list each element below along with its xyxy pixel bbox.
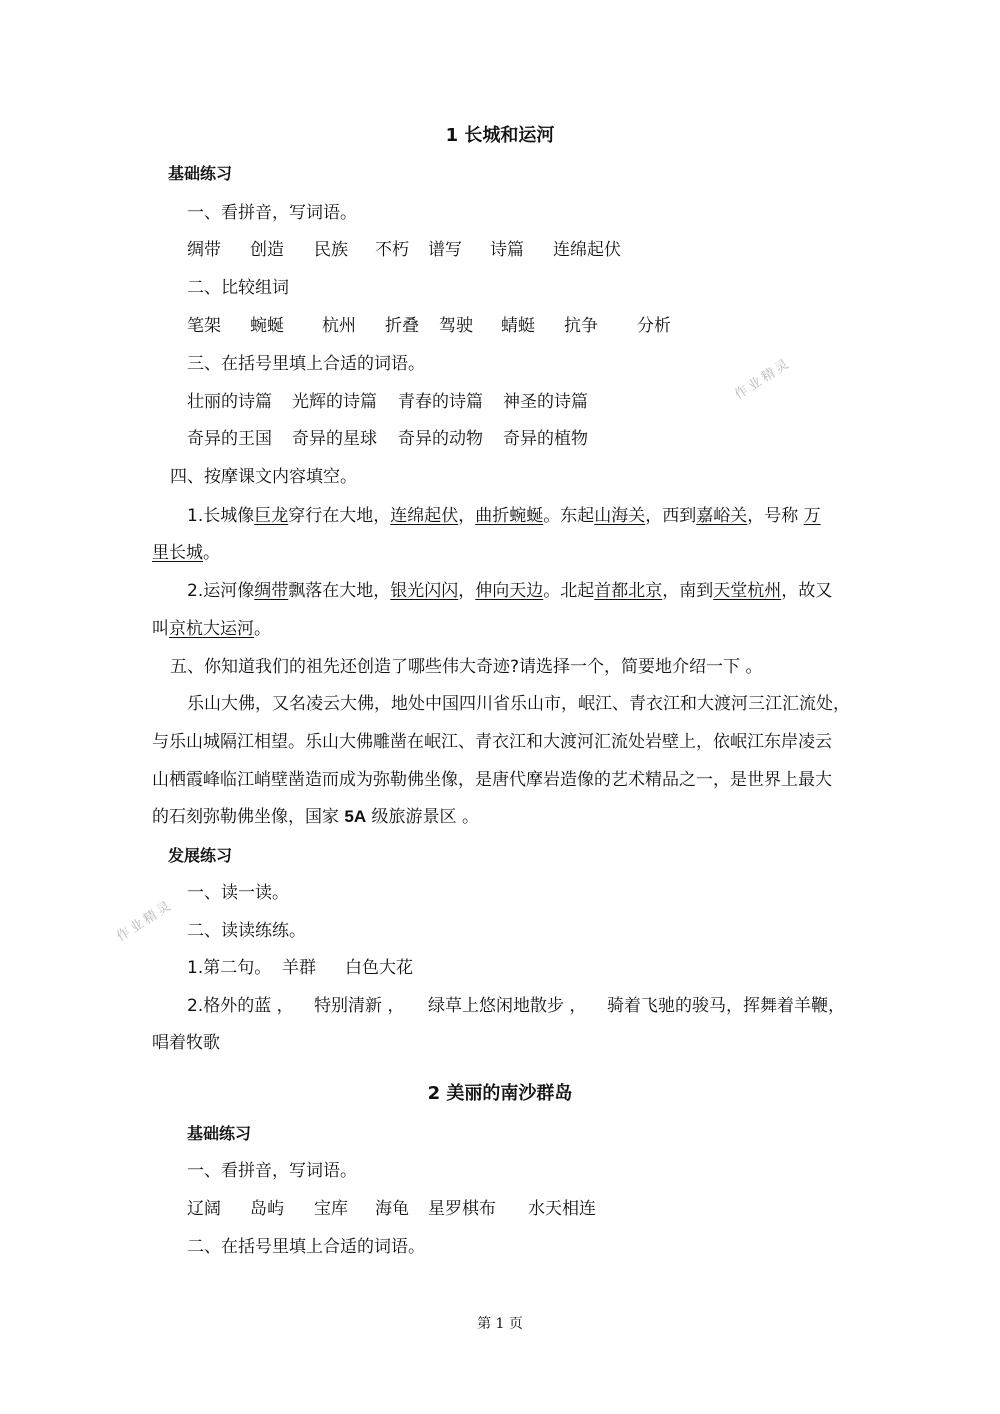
word: 杭州 xyxy=(322,316,356,336)
lesson2-q1-words xyxy=(0,1198,1000,1220)
text: 。 xyxy=(203,543,220,563)
lesson1-q2-label: 二、比较组词 xyxy=(187,278,289,298)
answer: 绸带 xyxy=(254,581,289,601)
phrase: 壮丽的诗篇 xyxy=(187,392,272,412)
word: 蜻蜓 xyxy=(501,316,535,336)
lesson1-q3-label: 三、在括号里填上合适的词语。 xyxy=(187,354,425,374)
page-number: 第 1 页 xyxy=(477,1316,523,1332)
text: 。东起 xyxy=(543,506,595,526)
word: 谱写 xyxy=(428,240,462,260)
lesson1-d2-item2 xyxy=(0,995,1000,1017)
phrase: 奇异的植物 xyxy=(503,429,588,449)
answer: 银光闪闪 xyxy=(390,581,459,601)
word: 岛屿 xyxy=(250,1199,284,1219)
lesson2-basic-heading: 基础练习 xyxy=(187,1124,252,1143)
text: ，南到 xyxy=(662,581,714,601)
word: 分析 xyxy=(637,316,671,336)
rating: 5A xyxy=(344,807,367,826)
answer: 京杭大运河 xyxy=(169,619,254,639)
lesson1-q5-answer-line: 与乐山城隔江相望。乐山大佛雕凿在岷江、青衣江和大渡河汇流处岩壁上，依岷江东岸凌云 xyxy=(152,732,832,752)
lesson1-q1-label: 一、看拼音，写词语。 xyxy=(187,203,357,223)
word: 连绵起伏 xyxy=(553,240,621,260)
word: 绸带 xyxy=(187,240,221,260)
lesson1-d2-item2-cont: 唱着牧歌 xyxy=(152,1033,220,1053)
lesson1-q1-words xyxy=(0,239,1000,261)
text: 级旅游景区 。 xyxy=(366,807,479,827)
answer: 特别清新 ， xyxy=(314,996,405,1016)
word: 诗篇 xyxy=(490,240,524,260)
text: 的石刻弥勒佛坐像，国家 xyxy=(152,807,345,827)
answer: 曲折蜿蜒 xyxy=(475,506,544,526)
text: 叫 xyxy=(152,619,169,639)
lesson1-q4-item2-cont xyxy=(152,618,271,640)
text: ，西到 xyxy=(645,506,697,526)
answer: 连绵起伏 xyxy=(390,506,459,526)
phrase: 青春的诗篇 xyxy=(398,392,483,412)
lesson1-q4-item1-cont xyxy=(152,542,220,564)
answer: 伸向天边 xyxy=(475,581,544,601)
text: 。 xyxy=(254,619,271,639)
word: 民族 xyxy=(314,240,348,260)
phrase: 神圣的诗篇 xyxy=(503,392,588,412)
text: 穿行在大地， xyxy=(288,506,391,526)
word: 海龟 xyxy=(375,1199,409,1219)
answer: 山海关 xyxy=(594,506,646,526)
answer: 巨龙 xyxy=(254,506,289,526)
lesson1-d1-label: 一、读一读。 xyxy=(187,883,289,903)
text: 。北起 xyxy=(543,581,595,601)
lesson1-q4-item1 xyxy=(187,505,821,527)
word: 辽阔 xyxy=(187,1199,221,1219)
lesson1-q4-item2 xyxy=(187,580,832,602)
text: ，故又 xyxy=(781,581,833,601)
text: 飘落在大地， xyxy=(288,581,391,601)
phrase: 奇异的王国 xyxy=(187,429,272,449)
text: ，号称 xyxy=(747,506,804,526)
lesson1-d2-item1 xyxy=(0,957,1000,979)
lesson1-q3-row1 xyxy=(0,391,1000,413)
watermark: 作业精灵 xyxy=(732,355,795,403)
word: 驾驶 xyxy=(439,316,473,336)
lesson1-q5-answer-line: 山栖霞峰临江峭壁凿造而成为弥勒佛坐像，是唐代摩岩造像的艺术精品之一，是世界上最大 xyxy=(152,770,832,790)
lesson1-basic-heading: 基础练习 xyxy=(168,164,233,183)
word: 不朽 xyxy=(375,240,409,260)
text: 1.长城像 xyxy=(187,506,255,526)
lesson2-title: 2 美丽的南沙群岛 xyxy=(427,1083,573,1104)
answer: 里长城 xyxy=(152,543,203,563)
text: ， xyxy=(458,506,476,526)
lesson1-q5-label: 五、你知道我们的祖先还创造了哪些伟大奇迹?请选择一个，简要地介绍一下 。 xyxy=(170,657,763,677)
answer: 白色大花 xyxy=(345,958,413,978)
lesson1-q4-label: 四、按摩课文内容填空。 xyxy=(170,467,357,487)
answer: 羊群 xyxy=(282,958,316,978)
lesson1-d2-label: 二、读读练练。 xyxy=(187,921,306,941)
word: 创造 xyxy=(250,240,284,260)
answer: 绿草上悠闲地散步 ， xyxy=(428,996,587,1016)
lesson1-title: 1 长城和运河 xyxy=(445,125,555,146)
word: 宝库 xyxy=(314,1199,348,1219)
phrase: 光辉的诗篇 xyxy=(292,392,377,412)
phrase: 奇异的动物 xyxy=(398,429,483,449)
lesson1-q5-answer-line xyxy=(152,806,479,828)
word: 星罗棋布 xyxy=(428,1199,496,1219)
lesson2-q1-label: 一、看拼音，写词语。 xyxy=(187,1161,357,1181)
word: 折叠 xyxy=(385,316,419,336)
answer: 骑着飞驰的骏马，挥舞着羊鞭， xyxy=(607,996,845,1016)
phrase: 奇异的星球 xyxy=(292,429,377,449)
watermark: 作业精灵 xyxy=(114,897,177,945)
lesson1-q5-answer-line: 乐山大佛，又名凌云大佛，地处中国四川省乐山市，岷江、青衣江和大渡河三江汇流处， xyxy=(187,694,850,714)
word: 抗争 xyxy=(564,316,598,336)
text: 1.第二句。 xyxy=(187,958,272,978)
answer: 首都北京 xyxy=(594,581,663,601)
lesson2-q2-label: 二、在括号里填上合适的词语。 xyxy=(187,1237,425,1257)
lesson1-q2-words xyxy=(0,315,1000,337)
lesson1-q3-row2 xyxy=(0,428,1000,450)
text: ， xyxy=(458,581,476,601)
answer: 2.格外的蓝 ， xyxy=(187,996,294,1016)
word: 蜿蜒 xyxy=(250,316,284,336)
word: 笔架 xyxy=(187,316,221,336)
answer: 嘉峪关 xyxy=(696,506,748,526)
lesson1-dev-heading: 发展练习 xyxy=(168,846,233,865)
answer: 天堂杭州 xyxy=(713,581,782,601)
answer: 万 xyxy=(803,506,821,526)
word: 水天相连 xyxy=(528,1199,596,1219)
text: 2.运河像 xyxy=(187,581,255,601)
